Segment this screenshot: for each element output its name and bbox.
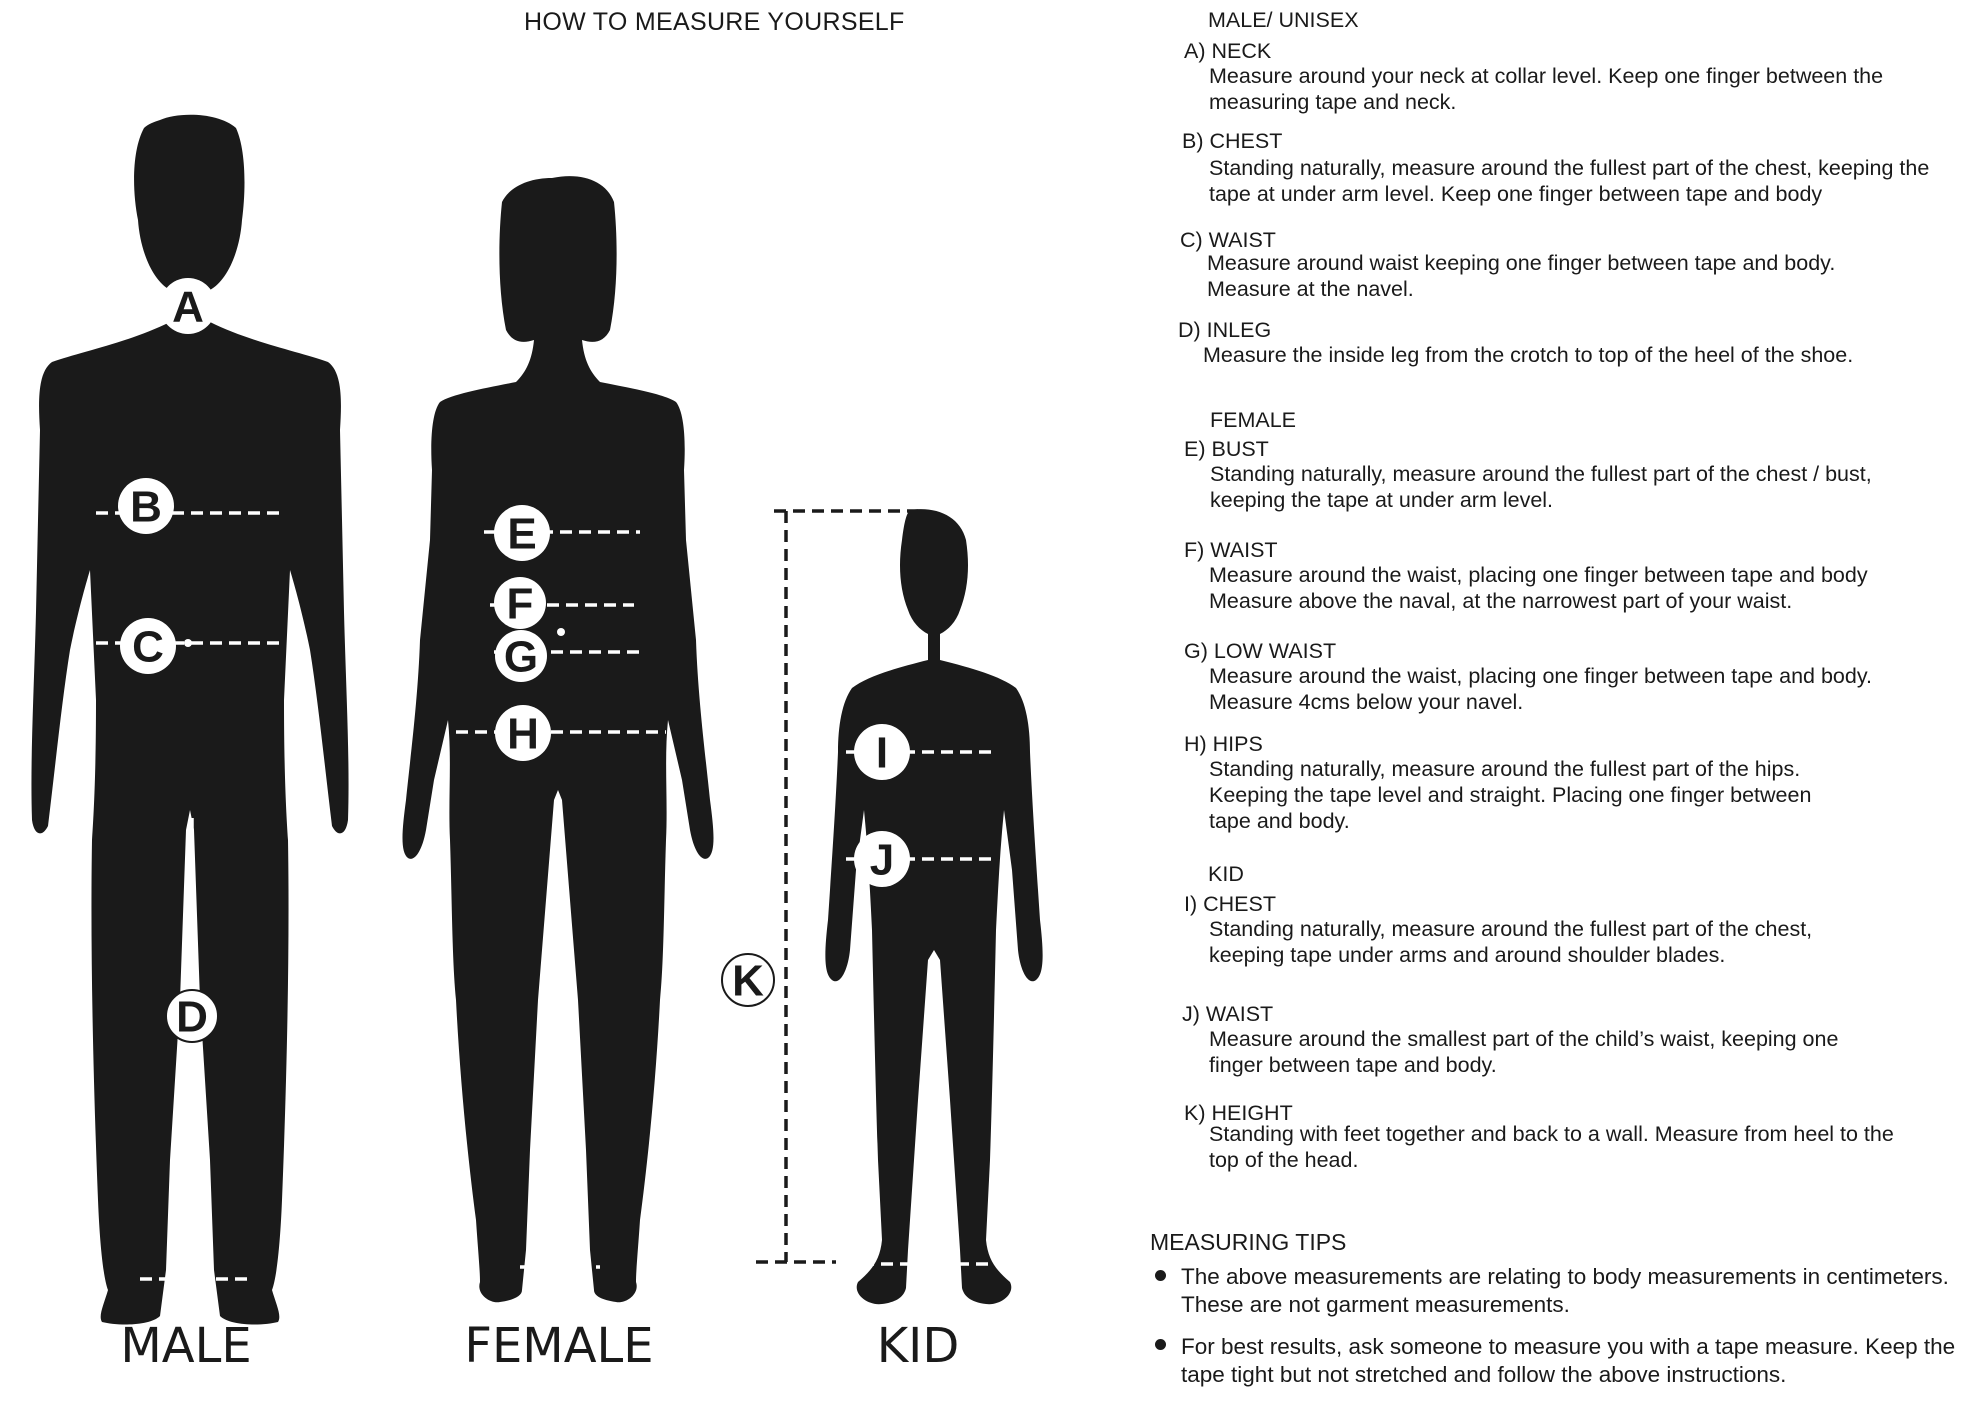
section-heading-kid: KID (1208, 862, 1244, 886)
female-navel-dot (557, 628, 565, 636)
tip-item-2: For best results, ask someone to measure you with a tape measure. Keep the tape tight but not stretched and follow the above instructions. (1181, 1334, 1956, 1387)
bullet-icon (1155, 1270, 1166, 1281)
item-e-label: E) BUST (1184, 437, 1269, 461)
section-heading-female: FEMALE (1210, 408, 1297, 432)
female-body (403, 176, 714, 1302)
item-h-desc: Standing naturally, measure around the fullest part of the hips. Keeping the tape level and straight. Placing one finger between tape and body. (1209, 757, 1812, 833)
tip-item-1: The above measurements are relating to body measurements in centimeters. These are not garment measurements. (1181, 1264, 1949, 1317)
marker-i (854, 724, 910, 780)
item-g-desc: Measure around the waist, placing one finger between tape and body. Measure 4cms below your navel. (1209, 664, 1872, 714)
item-d-label: D) INLEG (1178, 318, 1272, 342)
item-j-label: J) WAIST (1182, 1002, 1274, 1026)
kid-body (825, 509, 1042, 1304)
marker-g-letter: G (503, 632, 539, 682)
item-a-label: A) NECK (1184, 39, 1272, 63)
page-title: HOW TO MEASURE YOURSELF (524, 8, 905, 36)
kid-silhouette (825, 509, 1042, 1304)
marker-j (854, 831, 910, 887)
item-f-label: F) WAIST (1184, 538, 1278, 562)
tips-title: MEASURING TIPS (1150, 1229, 1347, 1255)
marker-b (118, 478, 174, 534)
item-f-desc: Measure around the waist, placing one finger between tape and body Measure above the naval, at the narrowest part of your waist. (1209, 563, 1868, 613)
item-c-desc: Measure around waist keeping one finger between tape and body. Measure at the navel. (1207, 251, 1836, 301)
marker-d (166, 990, 218, 1042)
item-e-desc: Standing naturally, measure around the fullest part of the chest / bust, keeping the tape at under arm level. (1210, 462, 1872, 512)
marker-a (160, 278, 216, 334)
item-k-desc: Standing with feet together and back to a wall. Measure from heel to the top of the head. (1209, 1122, 1894, 1172)
item-b-desc: Standing naturally, measure around the fullest part of the chest, keeping the tape at under arm level. Keep one finger between tape and body (1209, 156, 1930, 206)
marker-h (495, 705, 551, 761)
instructions-panel (1150, 0, 1980, 1404)
item-i-label: I) CHEST (1184, 892, 1276, 916)
marker-i-letter: I (875, 728, 889, 778)
marker-e (494, 505, 550, 561)
item-b-label: B) CHEST (1182, 129, 1283, 153)
marker-k-letter: K (732, 956, 764, 1006)
item-g-label: G) LOW WAIST (1184, 639, 1337, 663)
item-j-desc: Measure around the smallest part of the child’s waist, keeping one finger between tape and body. (1209, 1027, 1839, 1077)
item-i-desc: Standing naturally, measure around the fullest part of the chest, keeping tape under arms and around shoulder blades. (1209, 917, 1813, 967)
marker-j-letter: J (869, 835, 895, 885)
female-label: FEMALE (464, 1318, 654, 1374)
female-silhouette (403, 176, 714, 1302)
marker-f-letter: F (506, 579, 534, 629)
item-h-label: H) HIPS (1184, 732, 1263, 756)
marker-a-letter: A (172, 282, 204, 332)
kid-label: KID (876, 1318, 960, 1374)
item-a-desc: Measure around your neck at collar level. Keep one finger between the measuring tape and neck. (1209, 64, 1884, 114)
marker-d-letter: D (176, 992, 208, 1042)
marker-b-letter: B (130, 482, 162, 532)
marker-f (494, 577, 546, 629)
bullet-icon (1155, 1339, 1166, 1350)
item-c-label: C) WAIST (1180, 228, 1276, 252)
marker-k (722, 954, 774, 1006)
item-d-desc: Measure the inside leg from the crotch to top of the heel of the shoe. (1203, 343, 1854, 367)
male-label: MALE (120, 1318, 252, 1374)
marker-h-letter: H (507, 709, 539, 759)
section-heading-male: MALE/ UNISEX (1208, 8, 1359, 32)
marker-c (120, 618, 176, 674)
marker-g (495, 630, 547, 682)
marker-e-letter: E (507, 509, 537, 559)
navel-dot (184, 639, 192, 647)
item-k-label: K) HEIGHT (1184, 1101, 1293, 1125)
marker-c-letter: C (132, 622, 164, 672)
